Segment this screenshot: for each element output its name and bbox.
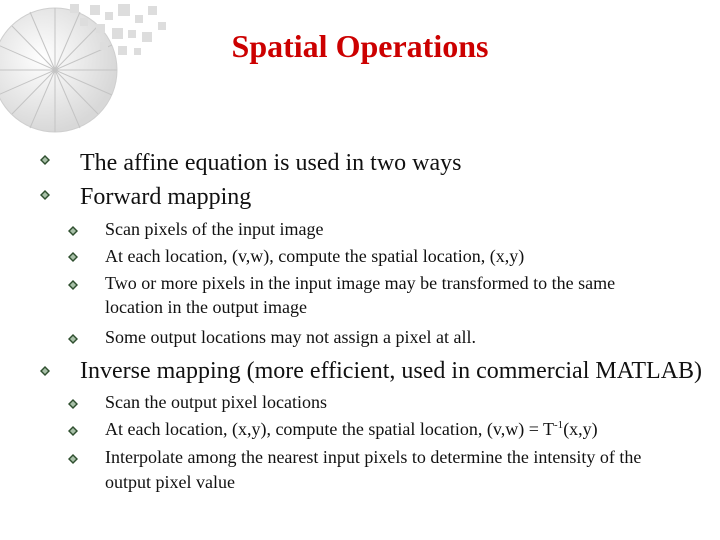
compute-vw-suffix: (x,y): [563, 419, 598, 439]
diamond-bullet-icon: [68, 399, 78, 409]
compute-vw-text: At each location, (x,y), compute the spatial location, (v,w) = T: [105, 419, 555, 439]
bullet-inverse-mapping: Inverse mapping (more efficient, used in commercial MATLAB): [80, 358, 703, 384]
sub-bullet-compute-xy: At each location, (v,w), compute the spatial location, (x,y): [105, 246, 525, 266]
sub-bullet-two-or-more-line1: Two or more pixels in the input image may be transformed to the same: [105, 273, 616, 293]
sub-bullet-some-outputs: Some output locations may not assign a pixel at all.: [105, 327, 476, 347]
diamond-bullet-icon: [40, 190, 50, 200]
sub-bullet-interpolate-line2: output pixel value: [105, 472, 235, 492]
diamond-bullet-icon: [68, 426, 78, 436]
bullet-affine-two-ways: The affine equation is used in two ways: [80, 150, 462, 176]
slide-title: Spatial Operations: [231, 28, 489, 64]
diamond-bullet-icon: [40, 366, 50, 376]
sub-bullet-scan-output: Scan the output pixel locations: [105, 392, 327, 412]
diamond-bullet-icon: [68, 280, 78, 290]
sub-bullet-compute-vw: [105, 419, 598, 440]
diamond-bullet-icon: [68, 226, 78, 236]
sub-bullet-scan-input: Scan pixels of the input image: [105, 219, 324, 239]
diamond-bullet-icon: [68, 454, 78, 464]
sub-bullet-two-or-more-line2: location in the output image: [105, 297, 307, 317]
sub-bullet-interpolate-line1: Interpolate among the nearest input pixels to determine the intensity of the: [105, 447, 642, 467]
inverse-superscript: -1: [554, 419, 564, 431]
diamond-bullet-icon: [40, 155, 50, 165]
diamond-bullet-icon: [68, 334, 78, 344]
bullet-forward-mapping: Forward mapping: [80, 184, 252, 210]
diamond-bullet-icon: [68, 252, 78, 262]
